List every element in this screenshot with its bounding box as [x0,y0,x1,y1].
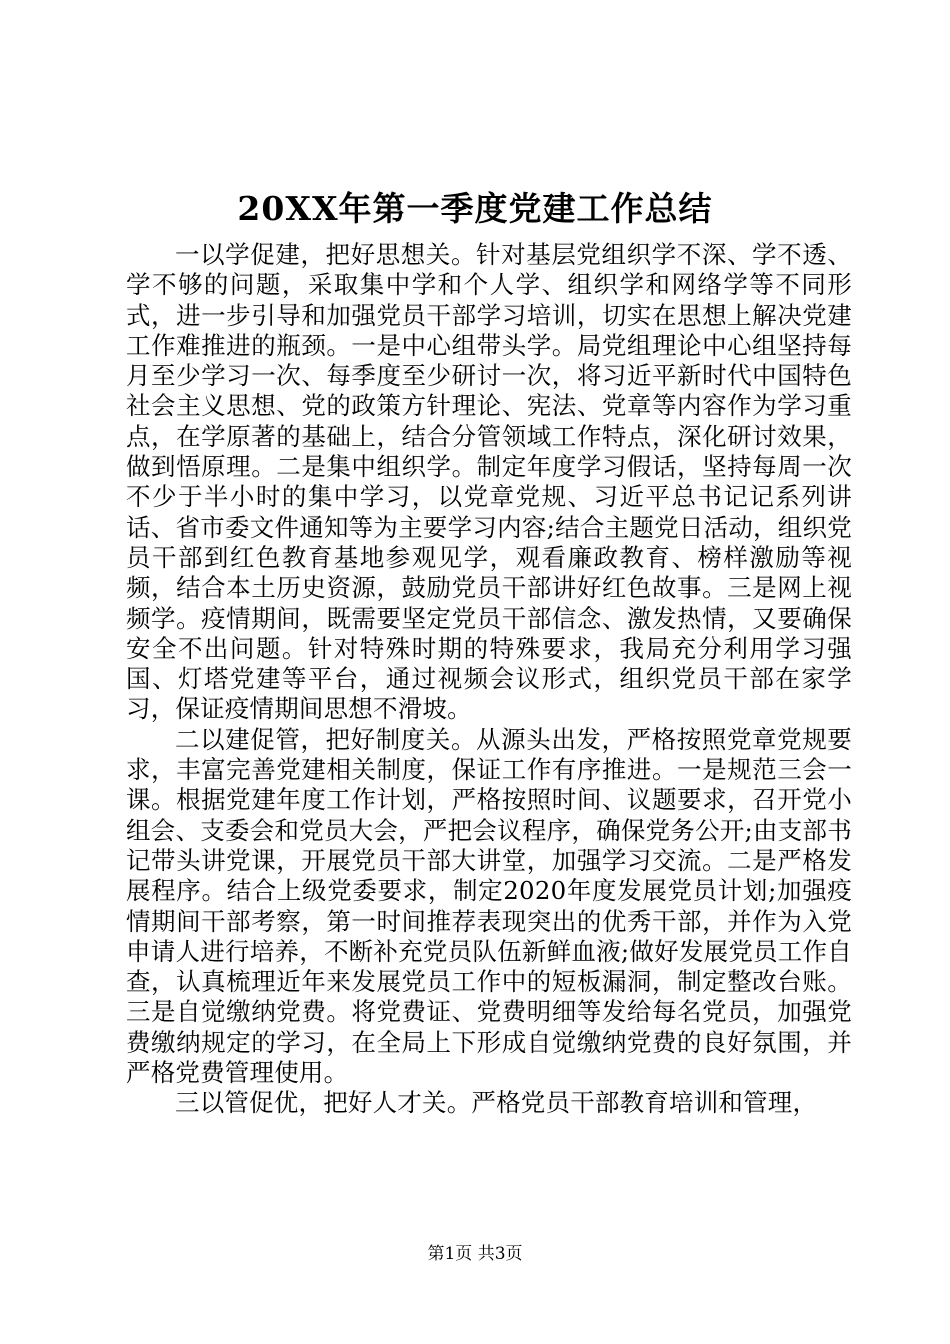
paragraph-2: 二以建促管，把好制度关。从源头出发，严格按照党章党规要求，丰富完善党建相关制度，保证工作有序推进。一是规范三会一课。根据党建年度工作计划，严格按照时间、议题要求，召开党小组会、支委会和党员大会，严把会议程序，确保党务公开;由支部书记带头讲党课，开展党员干部大讲堂，加强学习交流。二是严格发展程序。结合上级党委要求，制定2020年度发展党员计划;加强疫情期间干部考察，第一时间推荐表现突出的优秀干部，并作为入党申请人进行培养，不断补充党员队伍新鲜血液;做好发展党员工作自查，认真梳理近年来发展党员工作中的短板漏洞，制定整改台账。三是自觉缴纳党费。将党费证、党费明细等发给每名党员，加强党费缴纳规定的学习，在全局上下形成自觉缴纳党费的良好氛围，并严格党费管理使用。 [126,724,852,1088]
paragraph-1: 一以学促建，把好思想关。针对基层党组织学不深、学不透、学不够的问题，采取集中学和个人学、组织学和网络学等不同形式，进一步引导和加强党员干部学习培训，切实在思想上解决党建工作难推进的瓶颈。一是中心组带头学。局党组理论中心组坚持每月至少学习一次、每季度至少研讨一次，将习近平新时代中国特色社会主义思想、党的政策方针理论、宪法、党章等内容作为学习重点，在学原著的基础上，结合分管领域工作特点，深化研讨效果，做到悟原理。二是集中组织学。制定年度学习假话，坚持每周一次不少于半小时的集中学习，以党章党规、习近平总书记记系列讲话、省市委文件通知等为主要学习内容;结合主题党日活动，组织党员干部到红色教育基地参观见学，观看廉政教育、榜样激励等视频，结合本土历史资源，鼓励党员干部讲好红色故事。三是网上视频学。疫情期间，既需要坚定党员干部信念、激发热情，又要确保安全不出问题。针对特殊时期的特殊要求，我局充分利用学习强国、灯塔党建等平台，通过视频会议形式，组织党员干部在家学习，保证疫情期间思想不滑坡。 [126,240,852,724]
page-number-footer: 第1页 共3页 [427,1244,523,1264]
document-body [126,240,852,1119]
paragraph-3: 三以管促优，把好人才关。严格党员干部教育培训和管理， [175,1088,818,1118]
document-title: 20XX年第一季度党建工作总结 [237,189,713,228]
